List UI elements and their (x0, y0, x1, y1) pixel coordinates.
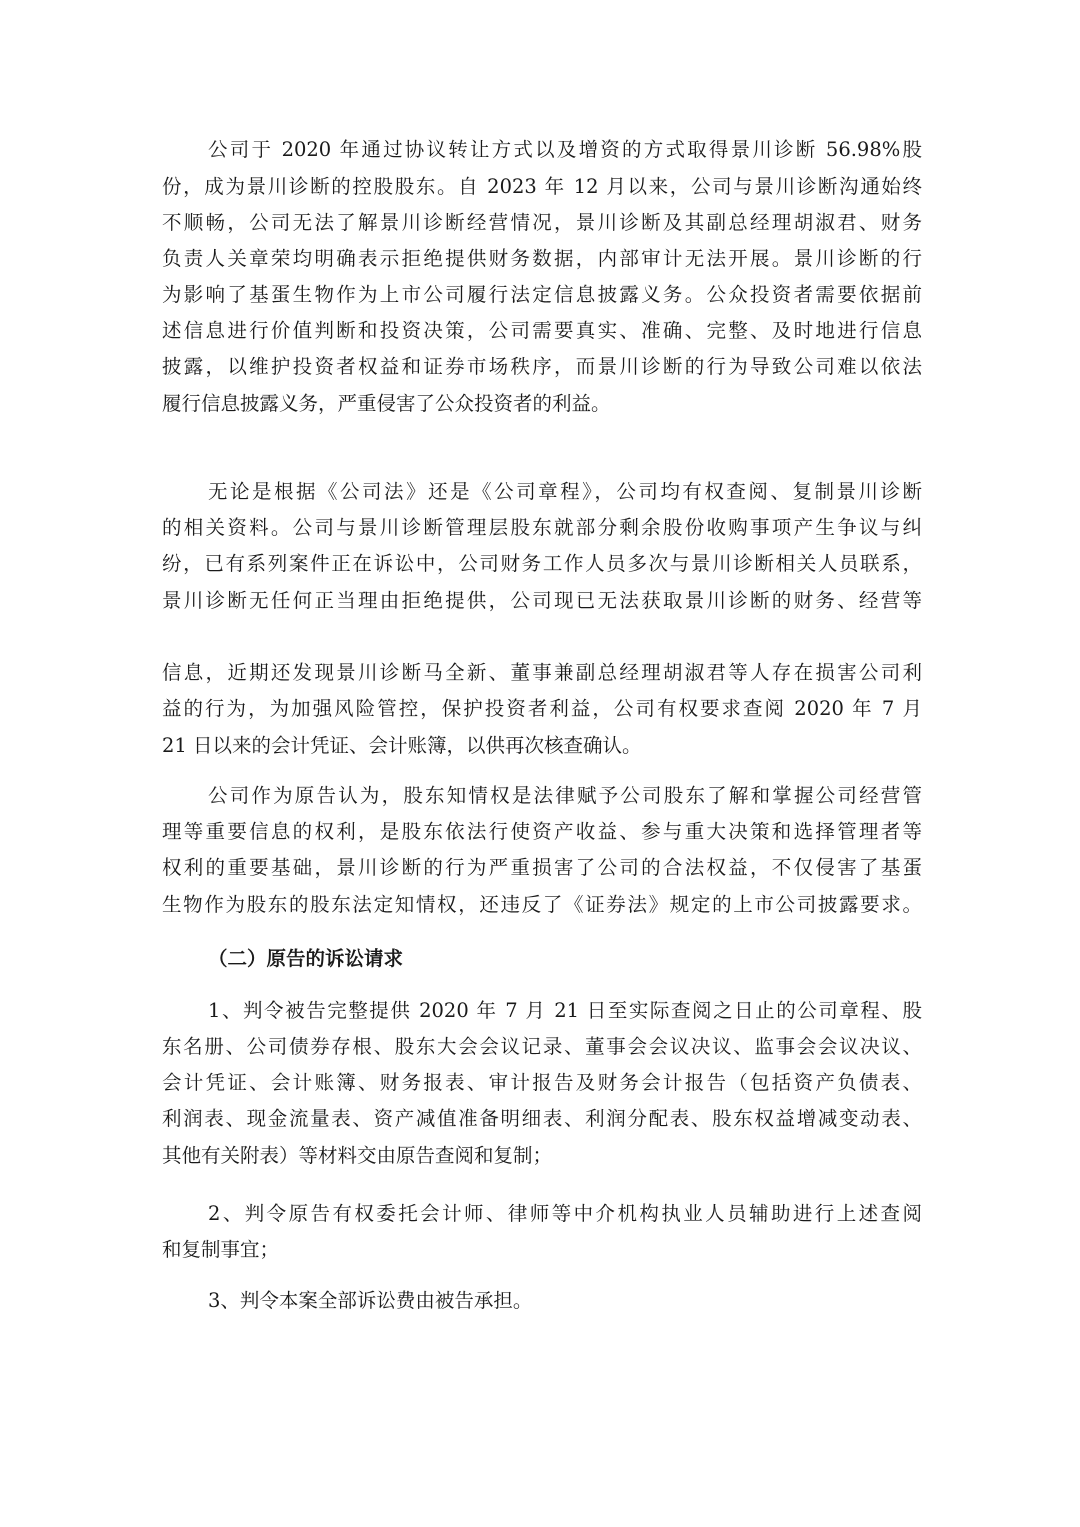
text-line: 信息，近期还发现景川诊断马全新、董事兼副总经理胡淑君等人存在损害公司利 (162, 661, 922, 684)
text-line: 利润表、现金流量表、资产减值准备明细表、利润分配表、股东权益增减变动表、 (162, 1107, 922, 1130)
text-line: 不顺畅，公司无法了解景川诊断经营情况，景川诊断及其副总经理胡淑君、财务 (162, 211, 922, 234)
text-line: 3、判令本案全部诉讼费由被告承担。 (208, 1289, 533, 1312)
text-line: 为影响了基蛋生物作为上市公司履行法定信息披露义务。公众投资者需要依据前 (162, 283, 922, 306)
text-line: 负责人关章荣均明确表示拒绝提供财务数据，内部审计无法开展。景川诊断的行 (162, 247, 922, 270)
text-line: 的相关资料。公司与景川诊断管理层股东就部分剩余股份收购事项产生争议与纠 (162, 516, 922, 539)
text-line: 履行信息披露义务，严重侵害了公众投资者的利益。 (162, 392, 611, 415)
text-line: 景川诊断无任何正当理由拒绝提供，公司现已无法获取景川诊断的财务、经营等 (162, 589, 922, 612)
text-line: 21 日以来的会计凭证、会计账簿，以供再次核查确认。 (162, 734, 642, 757)
text-line: 和复制事宜； (162, 1238, 280, 1261)
text-line: 权利的重要基础，景川诊断的行为严重损害了公司的合法权益，不仅侵害了基蛋 (162, 856, 922, 879)
text-line: 公司作为原告认为，股东知情权是法律赋予公司股东了解和掌握公司经营管 (208, 784, 922, 807)
text-line: 份，成为景川诊断的控股股东。自 2023 年 12 月以来，公司与景川诊断沟通始终 (162, 175, 922, 198)
text-line: 理等重要信息的权利，是股东依法行使资产收益、参与重大决策和选择管理者等 (162, 820, 922, 843)
text-line: 生物作为股东的股东法定知情权，还违反了《证券法》规定的上市公司披露要求。 (162, 893, 922, 916)
section-heading: （二）原告的诉讼请求 (208, 947, 404, 970)
text-line: 披露，以维护投资者权益和证券市场秩序，而景川诊断的行为导致公司难以依法 (162, 355, 922, 378)
text-line: 其他有关附表）等材料交由原告查阅和复制； (162, 1144, 553, 1167)
text-line: 益的行为，为加强风险管控，保护投资者利益，公司有权要求查阅 2020 年 7 月 (162, 697, 922, 720)
text-line: 公司于 2020 年通过协议转让方式以及增资的方式取得景川诊断 56.98%股 (208, 138, 922, 161)
text-line: 2、判令原告有权委托会计师、律师等中介机构执业人员辅助进行上述查阅 (208, 1202, 922, 1225)
text-line: 述信息进行价值判断和投资决策，公司需要真实、准确、完整、及时地进行信息 (162, 319, 922, 342)
text-line: 纷，已有系列案件正在诉讼中，公司财务工作人员多次与景川诊断相关人员联系， (162, 552, 922, 575)
text-line: 东名册、公司债券存根、股东大会会议记录、董事会会议决议、监事会会议决议、 (162, 1035, 922, 1058)
text-line: 1、判令被告完整提供 2020 年 7 月 21 日至实际查阅之日止的公司章程、股 (208, 999, 922, 1022)
text-line: 无论是根据《公司法》还是《公司章程》，公司均有权查阅、复制景川诊断 (208, 480, 922, 503)
text-line: 会计凭证、会计账簿、财务报表、审计报告及财务会计报告（包括资产负债表、 (162, 1071, 922, 1094)
